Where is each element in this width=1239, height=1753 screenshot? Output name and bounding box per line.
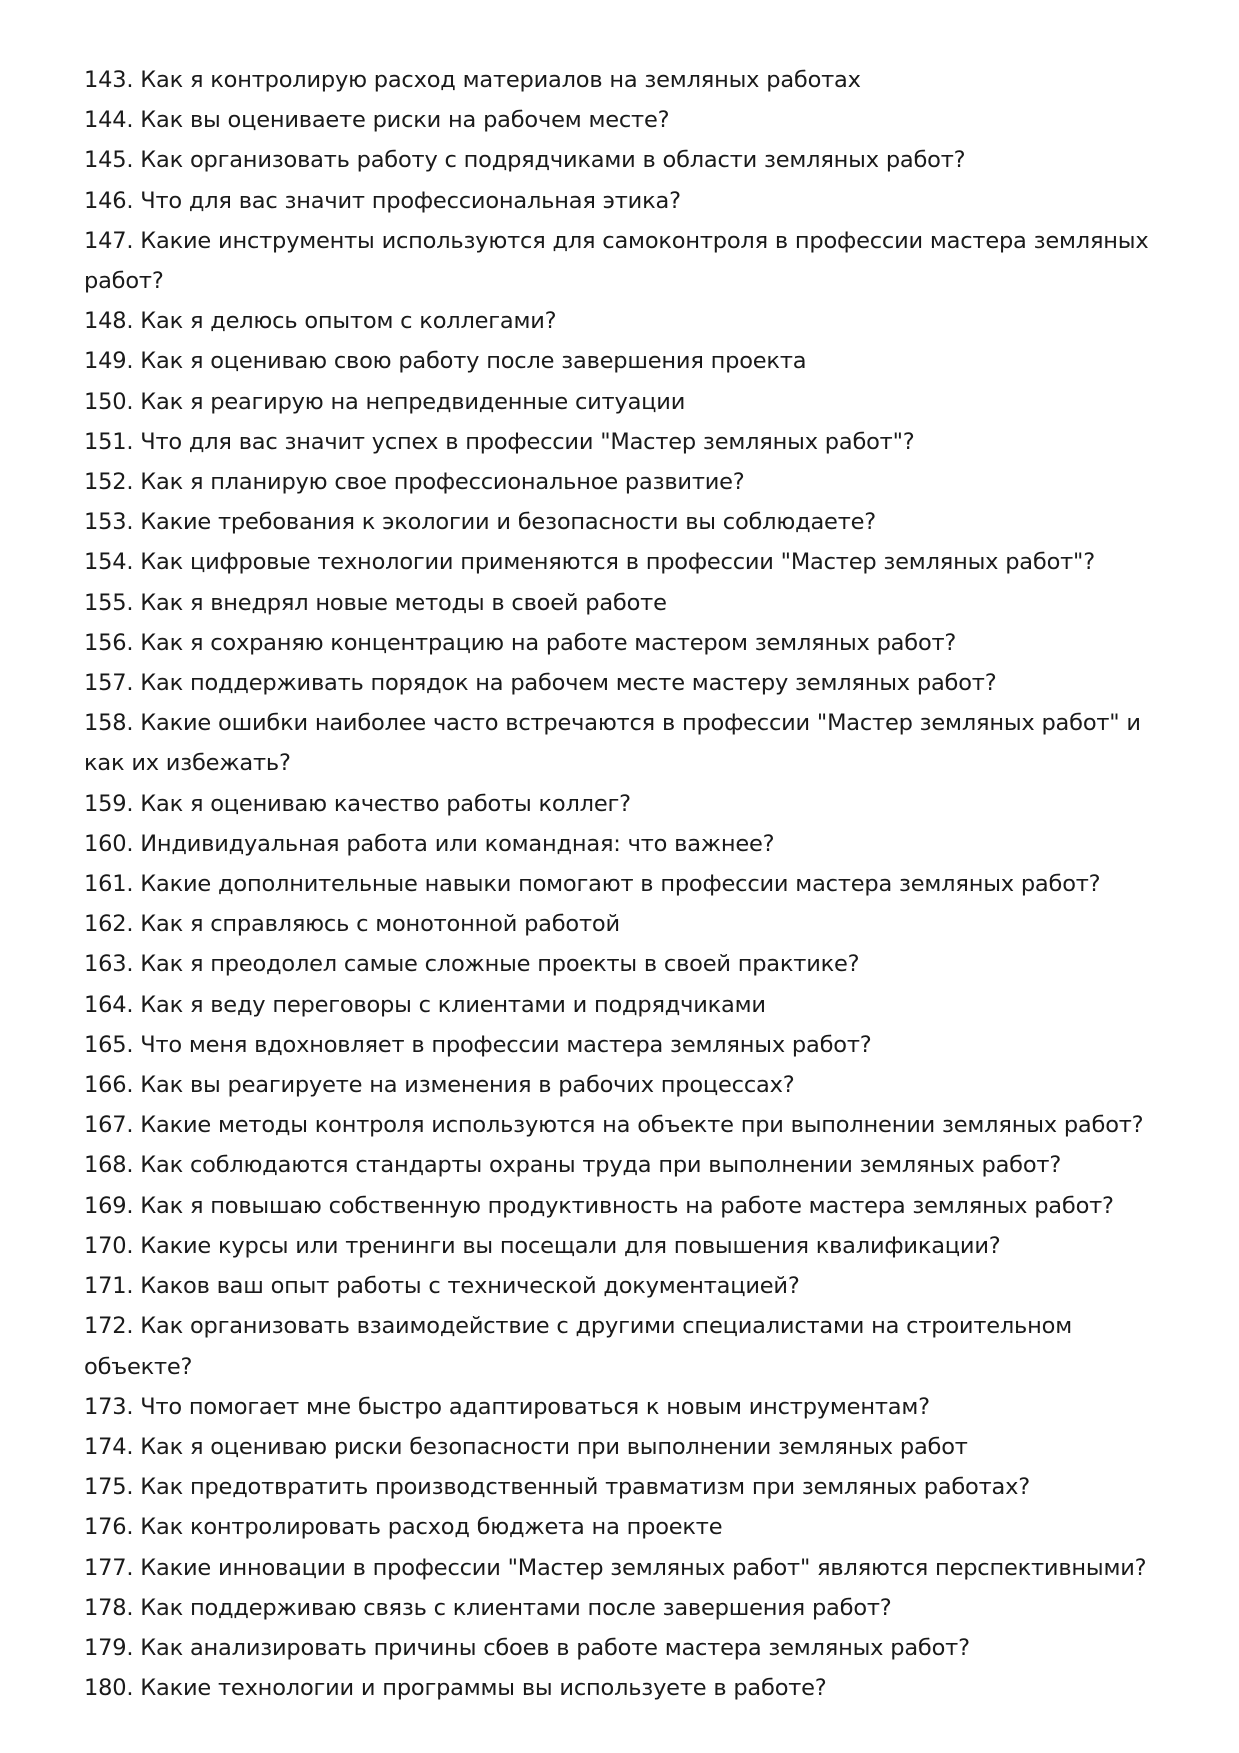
list-item: 151. Что для вас значит успех в профессии "Мастер земляных работ"? [84, 428, 915, 455]
list-item: 171. Каков ваш опыт работы с технической документацией? [84, 1273, 800, 1300]
list-item: 173. Что помогает мне быстро адаптироваться к новым инструментам? [84, 1393, 930, 1420]
list-item: 146. Что для вас значит профессиональная этика? [84, 187, 681, 214]
list-item: 150. Как я реагирую на непредвиденные ситуации [84, 388, 686, 415]
list-item: 145. Как организовать работу с подрядчиками в области земляных работ? [84, 147, 966, 174]
list-item: 148. Как я делюсь опытом с коллегами? [84, 308, 557, 335]
list-item: 174. Как я оцениваю риски безопасности при выполнении земляных работ [84, 1433, 968, 1460]
question-list [84, 60, 1164, 1708]
list-item: 147. Какие инструменты используются для самоконтроля в профессии мастера земляных работ? [84, 227, 1149, 295]
list-item: 160. Индивидуальная работа или командная: что важнее? [84, 830, 775, 857]
list-item: 172. Как организовать взаимодействие с другими специалистами на строительном объекте? [84, 1313, 1072, 1380]
list-item: 178. Как поддерживаю связь с клиентами после завершения работ? [84, 1594, 892, 1621]
list-item: 149. Как я оцениваю свою работу после завершения проекта [84, 348, 807, 375]
list-item: 176. Как контролировать расход бюджета на проекте [84, 1514, 723, 1541]
list-item: 161. Какие дополнительные навыки помогают в профессии мастера земляных работ? [84, 871, 1101, 898]
list-item: 152. Как я планирую свое профессиональное развитие? [84, 469, 745, 496]
list-item: 158. Какие ошибки наиболее часто встречаются в профессии "Мастер земляных работ" и как их избежать? [84, 710, 1141, 777]
list-item: 162. Как я справляюсь с монотонной работой [84, 911, 620, 938]
list-item: 159. Как я оцениваю качество работы коллег? [84, 790, 631, 817]
list-item: 163. Как я преодолел самые сложные проекты в своей практике? [84, 951, 860, 978]
list-item: 154. Как цифровые технологии применяются в профессии "Мастер земляных работ"? [84, 549, 1095, 576]
list-item: 180. Какие технологии и программы вы используете в работе? [84, 1675, 827, 1702]
list-item: 179. Как анализировать причины сбоев в работе мастера земляных работ? [84, 1634, 970, 1661]
list-item: 177. Какие инновации в профессии "Мастер земляных работ" являются перспективными? [84, 1554, 1147, 1581]
list-item: 157. Как поддерживать порядок на рабочем месте мастеру земляных работ? [84, 670, 997, 697]
list-item: 156. Как я сохраняю концентрацию на работе мастером земляных работ? [84, 629, 957, 656]
list-item: 153. Какие требования к экологии и безопасности вы соблюдаете? [84, 509, 876, 536]
list-item: 143. Как я контролирую расход материалов на земляных работах [84, 67, 861, 93]
list-item: 170. Какие курсы или тренинги вы посещали для повышения квалификации? [84, 1232, 1001, 1259]
list-item: 166. Как вы реагируете на изменения в рабочих процессах? [84, 1072, 795, 1099]
list-item: 167. Какие методы контроля используются на объекте при выполнении земляных работ? [84, 1112, 1144, 1139]
list-item: 164. Как я веду переговоры с клиентами и подрядчиками [84, 991, 766, 1018]
list-item: 165. Что меня вдохновляет в профессии мастера земляных работ? [84, 1031, 872, 1058]
list-item: 155. Как я внедрял новые методы в своей работе [84, 589, 667, 616]
list-item: 144. Как вы оцениваете риски на рабочем месте? [84, 107, 670, 134]
list-item: 175. Как предотвратить производственный травматизм при земляных работах? [84, 1474, 1030, 1501]
list-item: 169. Как я повышаю собственную продуктивность на работе мастера земляных работ? [84, 1192, 1114, 1219]
list-item: 168. Как соблюдаются стандарты охраны труда при выполнении земляных работ? [84, 1152, 1062, 1179]
